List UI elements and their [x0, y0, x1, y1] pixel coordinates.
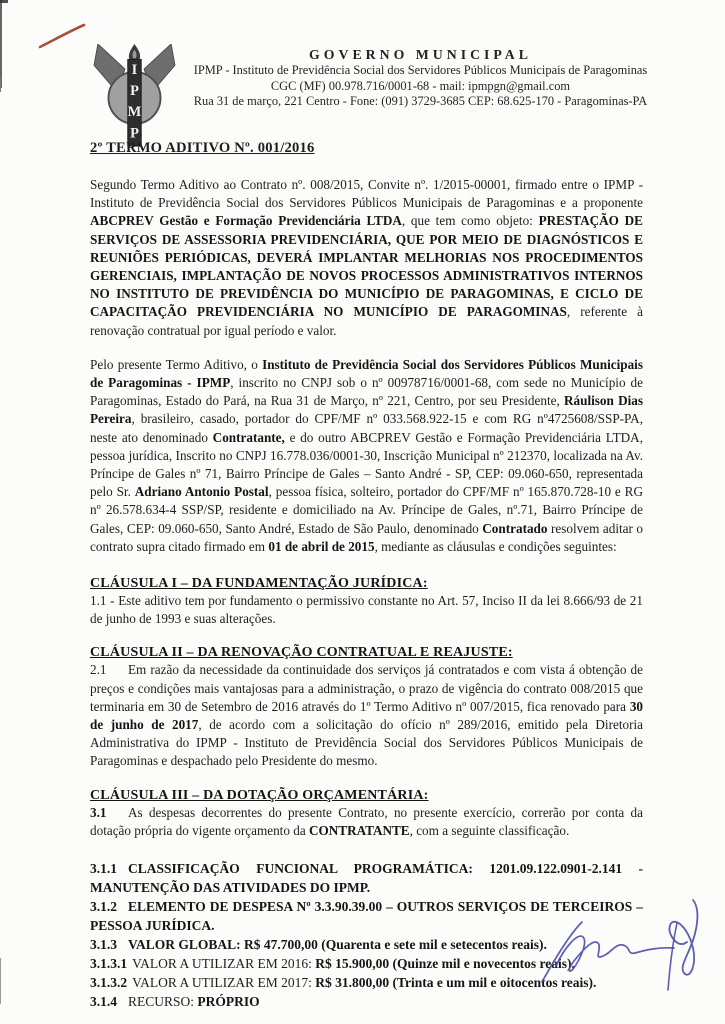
clause-2-heading: CLÁUSULA II – DA RENOVAÇÃO CONTRATUAL E REAJUSTE: [90, 645, 513, 661]
item-3-1-4 [90, 992, 643, 1011]
document-body [90, 140, 643, 1011]
clause-3-heading: CLÁUSULA III – DA DOTAÇÃO ORÇAMENTÁRIA: [90, 787, 429, 803]
item-number: 3.1.2 [90, 899, 117, 915]
item-number: 3.1.1 [90, 861, 117, 877]
item-number: 3.1.3.1 [90, 956, 128, 972]
intro-run: Segundo Termo Aditivo ao Contrato nº. 008/2015, Convite nº. 1/2015-00001, firmado entre o IPMP - Instituto de Previdência Social dos Servidores Públicos Municipais de Paragominas e a proponente [90, 177, 643, 211]
contratante-label: Contratante, [212, 429, 285, 445]
contratado-label: Contratado [482, 520, 548, 536]
document-title: 2º TERMO ADITIVO Nº. 001/2016 [90, 140, 315, 156]
clause-1-body: 1.1 - Este aditivo tem por fundamento o permissivo constante no Art. 57, Inciso II da lei 8.666/93 de 21 de junho de 1993 e suas alterações. [90, 593, 643, 627]
clause-2-number: 2.1 [90, 662, 107, 678]
clause-3-run: , com a seguinte classificação. [409, 822, 570, 838]
scan-edge-artifact [0, 0, 8, 3]
value-2017: R$ 31.800,00 (Trinta e um mil e oitocentos reais). [315, 975, 597, 991]
scan-edge-artifact [0, 78, 1, 92]
parties-run: e do outro ABCPREV Gestão e Formação Previdenciária LTDA, pessoa jurídica, Inscrito no CNPJ 16.778.036/0001-30, Inscrição Municipal nº 212370, localizada na Av. Príncipe de Gales nº 71, Bairro Príncipe de Gales – Santo André - SP, CEP: 09.060-650, representada pelo Sr. [90, 429, 643, 500]
value-2016-label: VALOR A UTILIZAR EM 2016: [132, 956, 316, 972]
letterhead [168, 47, 673, 110]
letterhead-cgc: CGC (MF) 00.978.716/0001-68 - mail: ipmpgn@gmail.com [270, 78, 571, 93]
intro-paragraph [90, 176, 643, 340]
signature-stroke [556, 936, 674, 971]
resource-value: PRÓPRIO [197, 994, 260, 1010]
contract-date: 01 de abril de 2015 [268, 538, 375, 554]
clause-2-run: Em razão da necessidade da continuidade dos serviços já contratados e com vista á obtenção de preços e condições mais vantajosas para a administração, o prazo de vigência do contrato 008/2015 que terminaria em 30 de Setembro de 2016 através do 1º Termo Aditivo nº 007/2015, fica renovado para [90, 662, 643, 714]
parties-run: , inscrito no CNPJ sob o nº 00978716/0001-68, com sede no Município de Paragominas, Estado do Pará, na Rua 31 de Março, nº 221, Centro, por seu Presidente, [90, 375, 643, 409]
red-pen-stroke [40, 25, 84, 47]
contratante-ref: CONTRATANTE [308, 822, 410, 838]
global-value: VALOR GLOBAL: R$ 47.700,00 (Quarenta e sete mil e setecentos reais). [128, 937, 547, 953]
clause-1-heading: CLÁUSULA I – DA FUNDAMENTAÇÃO JURÍDICA: [90, 576, 428, 592]
parties-paragraph [90, 356, 643, 556]
item-number: 3.1.3 [90, 937, 117, 953]
clause-2-body [90, 661, 643, 770]
item-number: 3.1.4 [90, 994, 117, 1010]
letterhead-address: Rua 31 de março, 221 Centro - Fone: (091) 3729-3685 CEP: 68.625-170 - Paragominas-PA [193, 94, 648, 108]
contract-object: PRESTAÇÃO DE SERVIÇOS DE ASSESSORIA PREVIDENCIÁRIA, QUE POR MEIO DE DIAGNÓSTICOS E REUNIÕES PERIÓDICAS, DEVERÁ IMPLANTAR MELHORIAS NOS PROCEDIMENTOS GERENCIAIS, IMPLANTAÇÃO DE NOVOS PROCESSOS ADMINISTRATIVOS INTERNOS NO INSTITUTO DE PREVIDÊNCIA DO MUNICÍPIO DE PARAGOMINAS, E CICLO DE CAPACITAÇÃO PREVIDENCIÁRIA NO MUNICÍPIO DE PARAGOMINAS [90, 213, 643, 320]
institute-name: Instituto de Previdência Social dos Servidores Públicos Municipais de Paragominas - IPMP [90, 356, 643, 391]
parties-run: , brasileiro, casado, portador do CPF/MF nº 033.568.922-15 e com RG nº4725608/SSP-PA, neste ato denominado [90, 411, 643, 445]
clause-3-number: 3.1 [90, 804, 107, 820]
intro-run: , que tem como objeto: [401, 213, 539, 229]
clause-2-run: , de acordo com a solicitação do ofício nº 289/2016, emitido pela Diretoria Administrativa do IPMP - Instituto de Previdência Social dos Servidores Públicos Municipais de Paragominas e despachado pelo Presidente do mesmo. [90, 717, 643, 769]
parties-run: , pessoa física, solteiro, portador do CPF/MF nº 165.870.728-10 e RG nº 26.578.634-4 SSP/SP, residente e domiciliado na Av. Príncipe de Gales, nº.71, Bairro Príncipe de Gales, CEP: 09.060-650, Santo André, Estado de São Paulo, denominado [90, 484, 643, 536]
logo-letter: P [130, 83, 139, 100]
clause-3-body [90, 804, 643, 840]
logo-letter: I [131, 61, 138, 78]
president-name: Ráulison Dias Pereira [90, 393, 643, 427]
item-3-1-1 [90, 859, 643, 897]
parties-run: , mediante as cláusulas e condições seguintes: [374, 538, 617, 554]
expense-element: ELEMENTO DE DESPESA Nº 3.3.90.39.00 – OUTROS SERVIÇOS DE TERCEIROS – PESSOA JURÍDICA. [90, 899, 643, 934]
functional-classification: CLASSIFICAÇÃO FUNCIONAL PROGRAMÁTICA: 1201.09.122.0901-2.141 - MANUTENÇÃO DAS ATIVIDADES DO IPMP. [90, 861, 643, 896]
parties-run: Pelo presente Termo Aditivo, o [90, 356, 263, 372]
value-2016: R$ 15.900,00 (Quinze mil e novecentos reais), [315, 956, 575, 972]
initials-ink [663, 896, 709, 996]
value-2017-label: VALOR A UTILIZAR EM 2017: [132, 975, 316, 991]
item-number: 3.1.3.2 [90, 975, 128, 991]
letterhead-government: GOVERNO MUNICIPAL [309, 47, 532, 62]
renewal-date: 30 de junho de 2017 [90, 698, 643, 733]
letterhead-institute: IPMP - Instituto de Previdência Social dos Servidores Públicos Municipais de Paragominas [193, 63, 648, 77]
representative-name: Adriano Antonio Postal [134, 484, 269, 500]
logo-letter: P [130, 125, 139, 142]
signature-ink [538, 912, 683, 992]
logo-letter: M [127, 104, 142, 121]
scan-edge-artifact [0, 0, 2, 88]
red-pen-check [36, 20, 88, 52]
signature-stroke [542, 922, 582, 982]
intro-run: , referente à renovação contratual por igual período e valor. [90, 304, 643, 338]
parties-run: resolvem aditar o contrato supra citado firmado em [90, 520, 643, 554]
scan-edge-artifact [0, 958, 1, 1004]
contractor-name: ABCPREV Gestão e Formação Previdenciária LTDA [90, 213, 402, 229]
clause-3-run: As despesas decorrentes do presente Contrato, no presente exercício, correrão por conta da dotação própria do vigente orçamento da [90, 804, 643, 838]
resource-label: RECURSO: [128, 994, 198, 1010]
